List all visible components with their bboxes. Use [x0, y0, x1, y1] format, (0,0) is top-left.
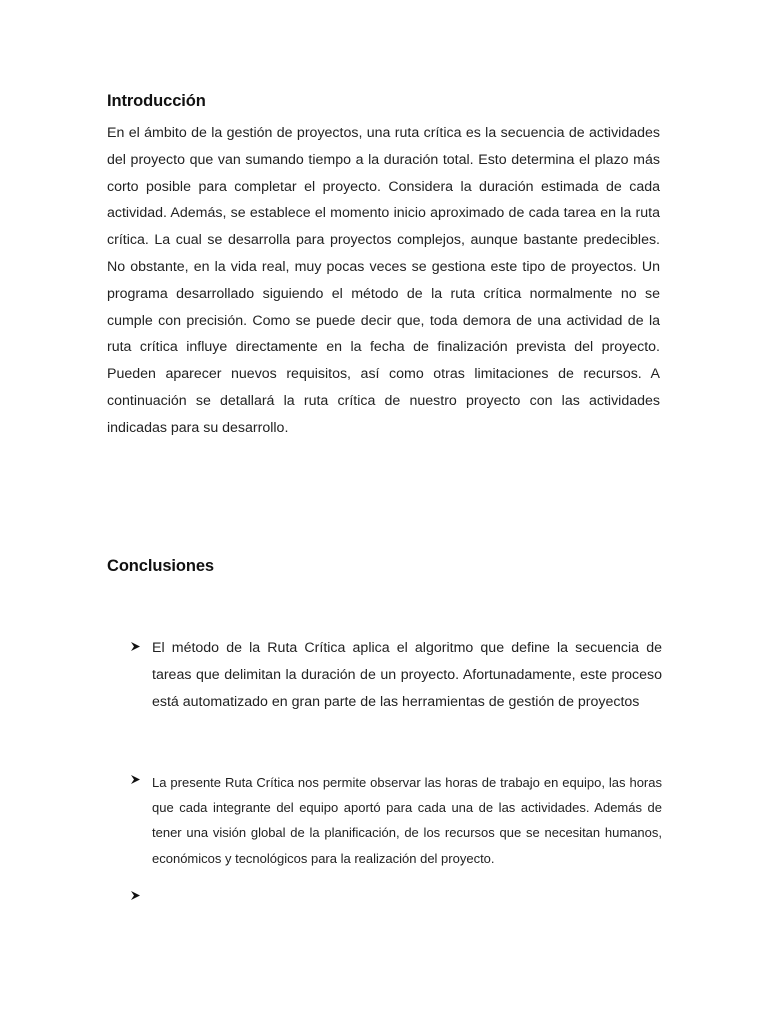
arrowhead-bullet-icon: [130, 890, 142, 904]
conclusions-heading: Conclusiones: [107, 557, 214, 575]
introduction-paragraph: En el ámbito de la gestión de proyectos, una ruta crítica es la secuencia de actividades del proyecto que van sumando tiempo a la duración total. Esto determina el plazo más corto posible para completar el proyecto. Considera la duración estimada de cada actividad. Además, se establece el momento inicio aproximado de cada tarea en la ruta crítica. La cual se desarrolla para proyectos complejos, aunque bastante predecibles. No obstante, en la vida real, muy pocas veces se gestiona este tipo de proyectos. Un programa desarrollado siguiendo el método de la ruta crítica normalmente no se cumple con precisión. Como se puede decir que, toda demora de una actividad de la ruta crítica influye directamente en la fecha de finalización prevista del proyecto. Pueden aparecer nuevos requisitos, así como otras limitaciones de recursos. A continuación se detallará la ruta crítica de nuestro proyecto con las actividades indicadas para su desarrollo.: [107, 125, 660, 436]
arrowhead-bullet-icon: [130, 774, 142, 788]
introduction-heading: Introducción: [107, 92, 206, 110]
conclusion-text: El método de la Ruta Crítica aplica el algoritmo que define la secuencia de tareas que delimitan la duración de un proyecto. Afortunadamente, este proceso está automatizado en gran parte de las herramientas de gestión de proyectos: [152, 640, 662, 710]
arrowhead-bullet-icon: [130, 641, 142, 655]
conclusion-text: La presente Ruta Crítica nos permite observar las horas de trabajo en equipo, las horas que cada integrante del equipo aportó para cada una de las actividades. Además de tener una visión global de la planificación, de los recursos que se necesitan humanos, económicos y tecnológicos para la realización del proyecto.: [152, 775, 662, 866]
